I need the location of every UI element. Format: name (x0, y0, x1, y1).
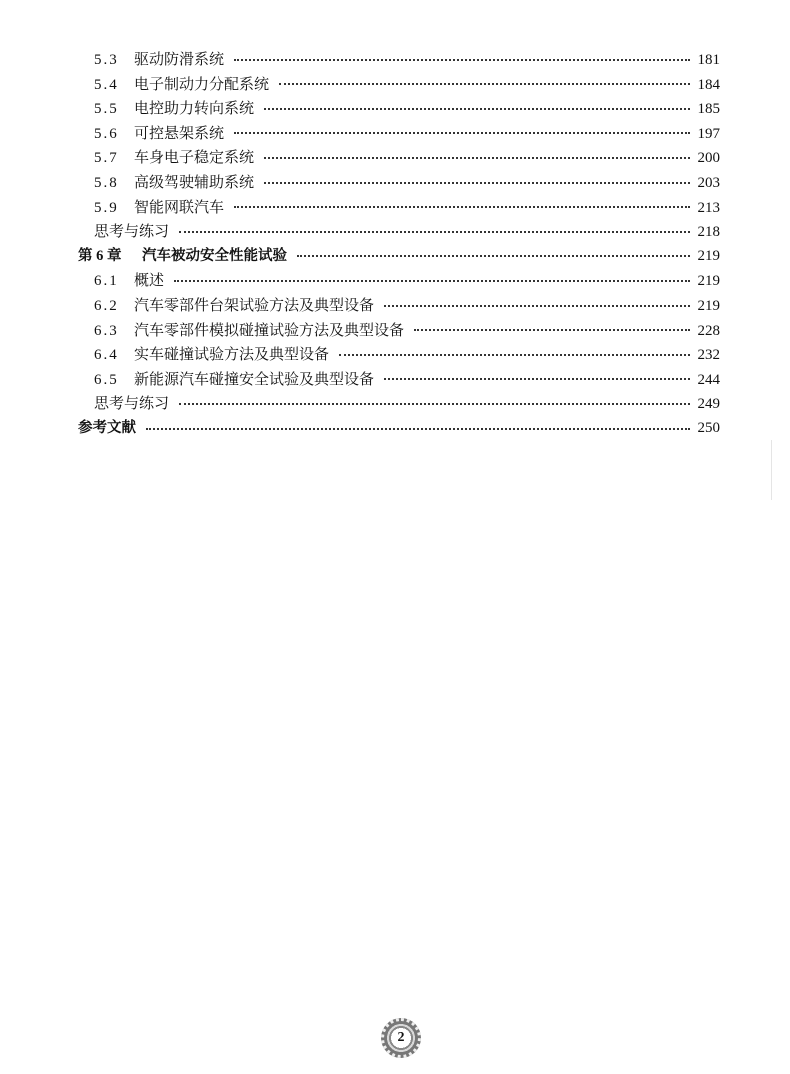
toc-entry[interactable] (78, 145, 720, 170)
toc-entry-number: 5.8 (94, 174, 119, 191)
toc-entry[interactable] (78, 293, 720, 318)
toc-entry-title: 电控助力转向系统 (134, 99, 255, 118)
toc-entry-page: 219 (697, 297, 720, 314)
toc-entry-number: 5.3 (94, 52, 119, 68)
toc-entry-page: 197 (697, 125, 720, 142)
toc-entry-number: 6.3 (94, 322, 119, 339)
dot-leader (339, 354, 690, 356)
toc-entry-title: 概述 (134, 271, 165, 290)
toc-entry-number: 6.5 (94, 371, 119, 388)
dot-leader (297, 255, 690, 257)
toc-entry-page: 219 (697, 247, 720, 264)
toc-entry-page: 181 (697, 52, 720, 68)
toc-entry[interactable] (78, 416, 720, 441)
dot-leader (146, 428, 690, 430)
toc-entry-title: 汽车被动安全性能试验 (142, 247, 287, 264)
toc-entry-title: 思考与练习 (94, 222, 170, 241)
dot-leader (174, 280, 690, 282)
dot-leader (264, 108, 690, 110)
toc-entry-number: 第 6 章 (78, 247, 122, 264)
toc-entry[interactable] (78, 72, 720, 97)
toc-entry-title: 汽车零部件台架试验方法及典型设备 (134, 295, 375, 314)
toc-entry-page: 213 (697, 199, 720, 216)
toc-entry[interactable] (78, 170, 720, 195)
toc-entry-number: 6.4 (94, 347, 119, 364)
toc-entry-page: 249 (697, 396, 720, 413)
toc-entry[interactable] (78, 391, 720, 416)
toc-entry[interactable] (78, 342, 720, 367)
toc-entry-title: 实车碰撞试验方法及典型设备 (134, 345, 330, 364)
toc-entry[interactable] (78, 121, 720, 146)
toc-entry-number: 6.1 (94, 273, 119, 290)
toc-entry-title: 汽车零部件模拟碰撞试验方法及典型设备 (134, 320, 405, 339)
scan-edge-mark (771, 440, 772, 500)
toc-entry[interactable] (78, 367, 720, 392)
toc-entry-title: 高级驾驶辅助系统 (134, 172, 255, 191)
toc-entry-page: 218 (697, 224, 720, 241)
dot-leader (234, 206, 690, 208)
page-number: 2 (397, 1030, 405, 1045)
toc-entry-number: 5.5 (94, 101, 119, 118)
toc-entry-title: 驱动防滑系统 (134, 50, 225, 68)
toc-entry-page: 185 (697, 101, 720, 118)
dot-leader (179, 403, 690, 405)
toc-entry-number: 5.7 (94, 150, 119, 167)
dot-leader (384, 378, 690, 380)
toc-entry-page: 219 (697, 273, 720, 290)
dot-leader (264, 182, 690, 184)
toc-entry-page: 200 (697, 150, 720, 167)
toc-entry-title: 电子制动力分配系统 (134, 74, 270, 93)
toc-entry[interactable] (78, 195, 720, 220)
table-of-contents (78, 47, 720, 441)
toc-entry-number: 6.2 (94, 297, 119, 314)
toc-entry-title: 参考文献 (78, 419, 136, 436)
toc-entry-page: 244 (697, 371, 720, 388)
dot-leader (264, 157, 690, 159)
dot-leader (179, 231, 690, 233)
toc-entry[interactable] (78, 268, 720, 293)
toc-entry[interactable] (78, 318, 720, 343)
dot-leader (234, 132, 690, 134)
toc-entry[interactable] (78, 47, 720, 72)
toc-entry[interactable] (78, 96, 720, 121)
toc-entry-title: 思考与练习 (94, 394, 170, 413)
toc-entry-title: 可控悬架系统 (134, 123, 225, 142)
toc-entry-title: 车身电子稳定系统 (134, 148, 255, 167)
toc-entry-title: 新能源汽车碰撞安全试验及典型设备 (134, 369, 375, 388)
dot-leader (414, 329, 690, 331)
toc-entry-page: 203 (697, 174, 720, 191)
dot-leader (279, 83, 690, 85)
toc-entry-number: 5.6 (94, 125, 119, 142)
toc-entry-page: 184 (697, 76, 720, 93)
toc-entry[interactable] (78, 244, 720, 269)
toc-entry-title: 智能网联汽车 (134, 197, 225, 216)
dot-leader (384, 305, 690, 307)
toc-entry-number: 5.9 (94, 199, 119, 216)
toc-entry[interactable] (78, 219, 720, 244)
toc-entry-page: 228 (697, 322, 720, 339)
toc-entry-page: 232 (697, 347, 720, 364)
dot-leader (234, 59, 690, 61)
toc-entry-number: 5.4 (94, 76, 119, 93)
toc-entry-page: 250 (697, 419, 720, 436)
page-number-badge (381, 1018, 421, 1058)
